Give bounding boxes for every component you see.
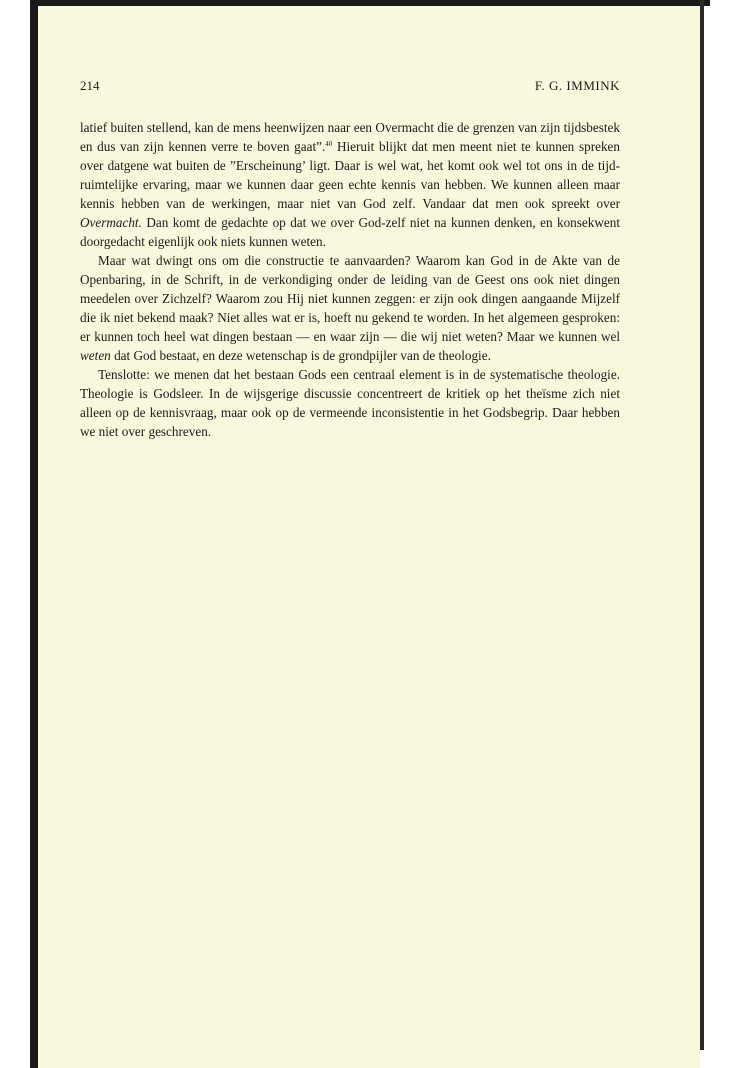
paragraph-2-text-b: dat God bestaat, en deze wetenschap is de grondpijler van de theologie. [110,348,491,363]
running-head-author: F. G. IMMINK [534,78,620,93]
paragraph-1 [80,118,620,251]
page-number: 214 [80,78,100,93]
running-head [80,78,620,94]
paragraph-3: Tenslotte: we menen dat het bestaan Gods een centraal element is in de systematische theologie. Theologie is Godsleer. In de wijsgerige discussie concentreert de kritiek op het theïsme zich niet alleen op de kennisvraag, maar ook op de vermeende inconsistentie in het Godsbegrip. Daar hebben we niet over geschreven. [80,367,620,439]
scan-border-top [30,0,710,6]
paragraph-1-text-a: latief buiten stellend, kan de mens heenwijzen naar een Overmacht die de grenzen van zijn tijdsbestek en dus van zijn kennen verre te boven gaat”. [80,120,620,154]
emphasis-weten: weten [80,348,111,363]
scan-border-right [700,0,704,1050]
paragraph-2 [80,251,620,365]
paragraph-1-text-b: Hieruit blijkt dat men meent niet te kunnen spreken over datgene wat buiten de ”Erscheinung’ ligt. Daar is wel wat, het komt ook wel tot ons in de tijd-ruimtelijke ervaring, maar we kunnen daar geen echte kennis van hebben. We kunnen alleen maar kennis hebben van de werkingen, maar niet van God zelf. Vandaar dat men ook spreekt over [80,139,620,211]
paragraph-2-text-a: Maar wat dwingt ons om die constructie te aanvaarden? Waarom kan God in de Akte van de Openbaring, in de Schrift, in de verkondiging onder de leiding van de Geest ons ook niet dingen meedelen over Zichzelf? Waarom zou Hij niet kunnen zeggen: er zijn ook dingen aangaande Mijzelf die ik niet bekend maak? Niet alles wat er is, hoeft nu gekend te worden. In het algemeen gesproken: er kunnen toch heel wat dingen bestaan — en waar zijn — die wij niet weten? Maar we kunnen wel [80,253,620,344]
scan-border-left [30,0,38,1068]
emphasis-overmacht: Overmacht. [80,215,142,230]
body-text [80,118,620,441]
page-content [80,78,620,441]
paragraph-1-text-c: Dan komt de gedachte op dat we over God-zelf niet na kunnen denken, en konsekwent doorgedacht eigenlijk ook niets kunnen weten. [80,215,620,249]
footnote-ref-40: 40 [325,140,333,148]
